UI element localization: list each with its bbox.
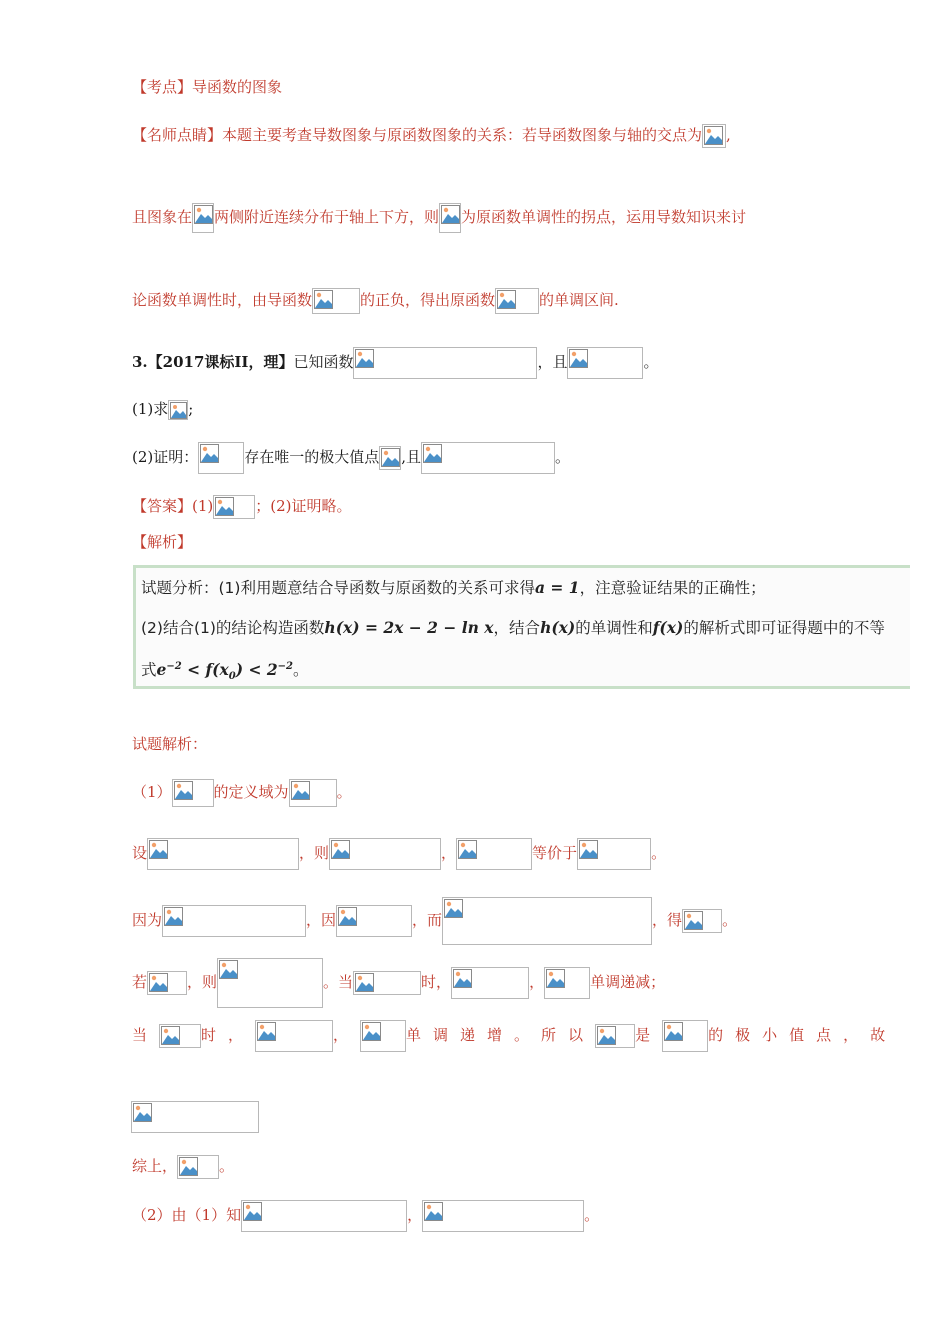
analysis-math-mid2: ) < 2 bbox=[235, 660, 278, 679]
analysis-box bbox=[133, 565, 910, 689]
mingshi-text-2c: 为原函数单调性的拐点，运用导数知识来讨 bbox=[461, 208, 747, 226]
formula-image bbox=[131, 1101, 259, 1133]
analysis-math-fx: f(x) bbox=[652, 618, 684, 637]
broken-image-icon bbox=[174, 781, 193, 800]
kaodian-line bbox=[132, 71, 282, 103]
formula-image bbox=[544, 967, 590, 999]
analysis-line-3 bbox=[141, 658, 309, 682]
mingshi-text-2b: 两侧附近连续分布于轴上下方，则 bbox=[214, 208, 440, 226]
broken-image-icon bbox=[291, 781, 310, 800]
broken-image-icon bbox=[441, 205, 460, 224]
solution-line-8 bbox=[132, 1199, 599, 1231]
mingshi-text-3b: 的正负，得出原函数 bbox=[360, 291, 496, 309]
broken-image-icon bbox=[243, 1202, 262, 1221]
answer-line bbox=[132, 490, 352, 522]
analysis-line-1 bbox=[141, 576, 766, 598]
formula-image bbox=[360, 1020, 406, 1052]
s1-text-b: 的定义域为 bbox=[213, 783, 289, 801]
mingshi-line-1 bbox=[132, 119, 731, 151]
mingshi-line-3 bbox=[132, 284, 619, 316]
analysis-text-1: 试题分析：(1)利用题意结合导函数与原函数的关系可求得 bbox=[141, 579, 535, 597]
broken-image-icon bbox=[338, 907, 357, 926]
s7-text-a: 综上， bbox=[132, 1157, 178, 1175]
part2-text-c: ,且 bbox=[401, 448, 422, 466]
solution-line-5 bbox=[132, 1019, 897, 1051]
s5-text-b: 时， bbox=[201, 1026, 256, 1044]
broken-image-icon bbox=[444, 899, 463, 918]
broken-image-icon bbox=[569, 349, 588, 368]
s8-text-c: 。 bbox=[584, 1206, 600, 1224]
analysis-math-exp2: −2 bbox=[277, 660, 293, 672]
s4-text-a: 若 bbox=[132, 973, 148, 991]
formula-image bbox=[456, 838, 532, 870]
solution-line-2 bbox=[132, 837, 666, 869]
s4-text-d: 时， bbox=[421, 973, 452, 991]
s4-text-b: ，则 bbox=[187, 973, 218, 991]
formula-image bbox=[329, 838, 441, 870]
broken-image-icon bbox=[497, 290, 516, 309]
analysis-text-3-end: 。 bbox=[292, 661, 309, 679]
analysis-text-2d: 的解析式即可证得题中的不等 bbox=[683, 619, 885, 637]
broken-image-icon bbox=[170, 402, 187, 419]
formula-image bbox=[312, 288, 360, 314]
s7-text-b: 。 bbox=[219, 1157, 235, 1175]
solution-line-7 bbox=[132, 1150, 234, 1182]
broken-image-icon bbox=[314, 290, 333, 309]
broken-image-icon bbox=[453, 969, 472, 988]
analysis-text-2a: (2)结合(1)的结论构造函数 bbox=[141, 619, 325, 637]
s2-text-b: ，则 bbox=[299, 844, 330, 862]
analysis-line-2 bbox=[141, 616, 885, 638]
s8-text-b: ， bbox=[407, 1206, 423, 1224]
formula-image bbox=[213, 495, 255, 519]
problem-text-a: 已知函数 bbox=[293, 353, 354, 371]
broken-image-icon bbox=[597, 1026, 616, 1045]
analysis-math-h: h(x) = 2x − 2 − ln x bbox=[324, 618, 494, 637]
broken-image-icon bbox=[164, 907, 183, 926]
s5-text-a: 当 bbox=[132, 1026, 160, 1044]
problem-part2 bbox=[132, 441, 570, 473]
s2-text-a: 设 bbox=[132, 844, 148, 862]
analysis-math-hx: h(x) bbox=[540, 618, 576, 637]
broken-image-icon bbox=[219, 960, 238, 979]
formula-image bbox=[241, 1200, 407, 1232]
analysis-text-3a: 式 bbox=[141, 661, 157, 679]
formula-image bbox=[147, 971, 187, 995]
broken-image-icon bbox=[362, 1022, 381, 1041]
formula-image bbox=[289, 779, 337, 807]
formula-image bbox=[162, 905, 306, 937]
formula-image bbox=[451, 967, 529, 999]
broken-image-icon bbox=[423, 444, 442, 463]
problem-text-c: 。 bbox=[643, 353, 659, 371]
analysis-math-e: e bbox=[156, 660, 167, 679]
analysis-text-2b: ，结合 bbox=[493, 619, 541, 637]
solution-heading-text: 试题解析： bbox=[132, 735, 208, 753]
broken-image-icon bbox=[215, 497, 234, 516]
analysis-text-2c: 的单调性和 bbox=[575, 619, 653, 637]
problem-text-b: ，且 bbox=[537, 353, 568, 371]
formula-image bbox=[682, 909, 722, 933]
broken-image-icon bbox=[579, 840, 598, 859]
broken-image-icon bbox=[179, 1157, 198, 1176]
mingshi-text-1: 本题主要考查导数图象与原函数图象的关系：若导函数图象与轴的交点为 bbox=[222, 126, 703, 144]
broken-image-icon bbox=[194, 205, 213, 224]
jiexi-bracket: 【解析】 bbox=[132, 533, 193, 551]
solution-line-6 bbox=[131, 1101, 259, 1133]
problem-title: 3.【2017课标II，理】 bbox=[132, 353, 294, 371]
broken-image-icon bbox=[684, 911, 703, 930]
part2-text-b: 存在唯一的极大值点 bbox=[244, 448, 380, 466]
s5-text-c: ， bbox=[333, 1026, 361, 1044]
formula-image bbox=[442, 897, 652, 945]
broken-image-icon bbox=[133, 1103, 152, 1122]
s4-text-c: 。当 bbox=[323, 973, 354, 991]
answer-text-a: (1) bbox=[192, 497, 214, 515]
formula-image bbox=[595, 1024, 635, 1048]
broken-image-icon bbox=[458, 840, 477, 859]
formula-image bbox=[255, 1020, 333, 1052]
formula-image bbox=[577, 838, 651, 870]
formula-image bbox=[702, 124, 726, 148]
problem-part1 bbox=[132, 393, 193, 425]
kaodian-bracket: 【考点】 bbox=[132, 78, 193, 96]
broken-image-icon bbox=[664, 1022, 683, 1041]
s2-text-d: 等价于 bbox=[532, 844, 578, 862]
s5-text-f: 的极小值点，故 bbox=[708, 1026, 898, 1044]
broken-image-icon bbox=[381, 448, 400, 467]
s5-text-e: 是 bbox=[635, 1026, 663, 1044]
answer-bracket: 【答案】 bbox=[132, 497, 193, 515]
analysis-text-1-end: ，注意验证结果的正确性； bbox=[579, 579, 766, 597]
kaodian-text: 导函数的图象 bbox=[192, 78, 283, 96]
s1-text-a: （1） bbox=[132, 783, 172, 801]
formula-image bbox=[336, 905, 412, 937]
answer-text-b: ；(2)证明略。 bbox=[255, 497, 352, 515]
s5-text-d: 单调递增。所以 bbox=[406, 1026, 596, 1044]
formula-image bbox=[567, 347, 643, 379]
broken-image-icon bbox=[704, 126, 723, 145]
s2-text-e: 。 bbox=[651, 844, 667, 862]
part1-text-b: ; bbox=[188, 400, 194, 418]
s1-text-c: 。 bbox=[336, 783, 352, 801]
s3-text-d: ，得 bbox=[652, 911, 683, 929]
broken-image-icon bbox=[200, 444, 219, 463]
formula-image bbox=[177, 1155, 219, 1179]
analysis-math-mid: < f(x bbox=[181, 660, 229, 679]
mingshi-line-2 bbox=[132, 201, 746, 233]
formula-image bbox=[495, 288, 539, 314]
broken-image-icon bbox=[149, 973, 168, 992]
formula-image bbox=[192, 203, 214, 233]
jiexi-line bbox=[132, 526, 192, 558]
problem-line bbox=[132, 346, 659, 378]
s2-text-c: ， bbox=[441, 844, 457, 862]
formula-image bbox=[198, 442, 244, 474]
s3-text-e: 。 bbox=[722, 911, 738, 929]
part2-text-d: 。 bbox=[555, 448, 571, 466]
formula-image bbox=[422, 1200, 584, 1232]
broken-image-icon bbox=[355, 349, 374, 368]
broken-image-icon bbox=[424, 1202, 443, 1221]
s3-text-a: 因为 bbox=[132, 911, 163, 929]
mingshi-bracket: 【名师点睛】 bbox=[132, 126, 223, 144]
broken-image-icon bbox=[546, 969, 565, 988]
broken-image-icon bbox=[331, 840, 350, 859]
mingshi-text-3a: 论函数单调性时，由导函数 bbox=[132, 291, 313, 309]
analysis-math-exp1: −2 bbox=[166, 660, 182, 672]
broken-image-icon bbox=[355, 973, 374, 992]
formula-image bbox=[217, 958, 323, 1008]
solution-line-3 bbox=[132, 897, 737, 929]
formula-image bbox=[159, 1024, 201, 1048]
solution-line-1 bbox=[132, 776, 352, 808]
s8-text-a: （2）由（1）知 bbox=[132, 1206, 242, 1224]
formula-image bbox=[439, 203, 461, 233]
solution-heading bbox=[132, 728, 207, 760]
analysis-math-sub: 0 bbox=[228, 671, 236, 683]
formula-image bbox=[379, 446, 401, 470]
s3-text-b: ，因 bbox=[306, 911, 337, 929]
formula-image bbox=[353, 971, 421, 995]
formula-image bbox=[168, 400, 188, 420]
s4-text-f: 单调递减； bbox=[590, 973, 666, 991]
analysis-math-a: a = 1 bbox=[534, 578, 580, 597]
formula-image bbox=[421, 442, 555, 474]
formula-image bbox=[147, 838, 299, 870]
broken-image-icon bbox=[257, 1022, 276, 1041]
mingshi-text-3c: 的单调区间. bbox=[539, 291, 619, 309]
part1-text-a: (1)求 bbox=[132, 400, 169, 418]
mingshi-text-1-end: , bbox=[726, 126, 731, 144]
formula-image bbox=[662, 1020, 708, 1052]
mingshi-text-2a: 且图象在 bbox=[132, 208, 193, 226]
formula-image bbox=[172, 779, 214, 807]
broken-image-icon bbox=[161, 1026, 180, 1045]
s4-text-e: ， bbox=[529, 973, 545, 991]
solution-line-4 bbox=[132, 958, 665, 990]
broken-image-icon bbox=[149, 840, 168, 859]
formula-image bbox=[353, 347, 537, 379]
part2-text-a: (2)证明： bbox=[132, 448, 199, 466]
s3-text-c: ，而 bbox=[412, 911, 443, 929]
